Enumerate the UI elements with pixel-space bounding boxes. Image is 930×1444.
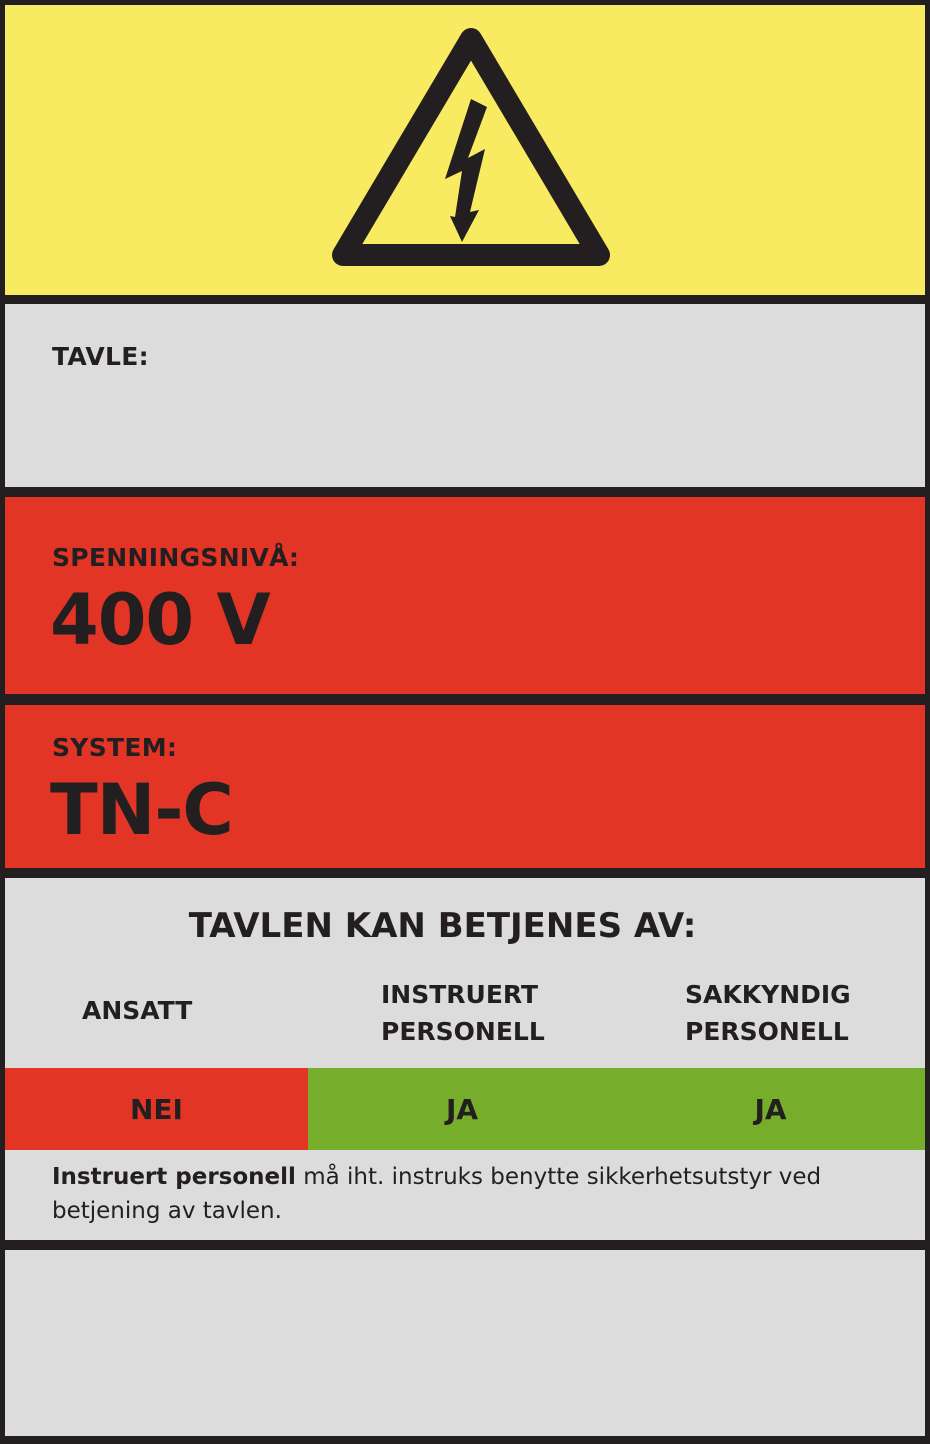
operators-title: TAVLEN KAN BETJENES AV: [188, 906, 697, 946]
column-header-line: PERSONELL [381, 1017, 545, 1046]
status-instruert: JA [308, 1068, 616, 1150]
high-voltage-warning-icon [331, 27, 611, 272]
system-section [5, 705, 925, 868]
tavle-label: TAVLE: [52, 342, 149, 371]
note-bold: Instruert personell [52, 1164, 296, 1190]
column-header-line: INSTRUERT [381, 980, 539, 1009]
voltage-value: 400 V [50, 579, 270, 661]
column-header-sakkyndig [685, 976, 851, 1050]
voltage-section [5, 497, 925, 694]
voltage-label: SPENNINGSNIVÅ: [52, 543, 300, 572]
column-header-instruert [381, 976, 545, 1050]
blank-section [5, 1250, 925, 1436]
tavle-section [5, 304, 925, 487]
warning-header [5, 5, 925, 295]
status-ansatt: NEI [5, 1068, 308, 1150]
status-row [5, 1068, 925, 1150]
note-text: må iht. instruks benytte sikkerhetsutstyr ved betjening av tavlen. [52, 1164, 822, 1224]
column-header-line: PERSONELL [685, 1017, 849, 1046]
operators-note [52, 1160, 872, 1228]
system-label: SYSTEM: [52, 733, 178, 762]
column-header-ansatt [82, 992, 192, 1029]
operators-section [5, 878, 925, 1240]
column-header-line: ANSATT [82, 996, 193, 1025]
system-value: TN-C [50, 769, 233, 851]
status-sakkyndig: JA [616, 1068, 925, 1150]
column-header-line: SAKKYNDIG [685, 980, 851, 1009]
